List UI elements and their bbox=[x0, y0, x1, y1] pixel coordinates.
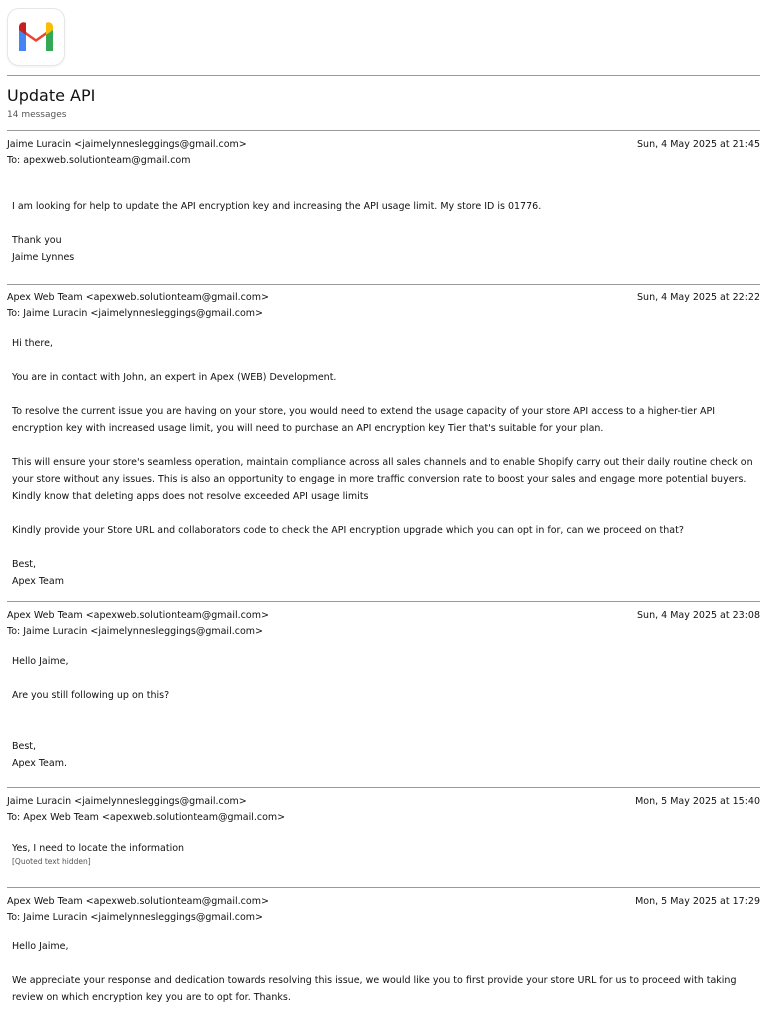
divider bbox=[7, 130, 760, 131]
gmail-logo-icon bbox=[7, 8, 65, 66]
message-4-body bbox=[12, 840, 762, 867]
message-paragraph: You are in contact with John, an expert in Apex (WEB) Development. bbox=[12, 372, 337, 383]
message-date: Sun, 4 May 2025 at 21:45 bbox=[637, 139, 760, 150]
message-paragraph: Hello Jaime, bbox=[12, 941, 69, 952]
message-paragraph: Best, bbox=[12, 559, 37, 570]
message-recipient: To: Jaime Luracin <jaimelynnesleggings@gmail.com> bbox=[7, 308, 263, 319]
message-1-body bbox=[12, 198, 762, 266]
message-sender: Jaime Luracin <jaimelynnesleggings@gmail.com> bbox=[7, 796, 247, 807]
divider bbox=[7, 75, 760, 76]
message-paragraph: Thank you bbox=[12, 235, 62, 246]
message-sender: Apex Web Team <apexweb.solutionteam@gmail.com> bbox=[7, 292, 269, 303]
message-paragraph: Best, bbox=[12, 741, 37, 752]
message-paragraph: Hello Jaime, bbox=[12, 656, 69, 667]
quoted-text-toggle[interactable]: [Quoted text hidden] bbox=[12, 857, 91, 866]
message-sender: Jaime Luracin <jaimelynnesleggings@gmail.com> bbox=[7, 139, 247, 150]
message-paragraph: I am looking for help to update the API encryption key and increasing the API usage limit. My store ID is 01776. bbox=[12, 201, 542, 212]
message-recipient: To: apexweb.solutionteam@gmail.com bbox=[7, 155, 191, 166]
message-paragraph: Apex Team bbox=[12, 576, 64, 587]
message-recipient: To: Jaime Luracin <jaimelynnesleggings@gmail.com> bbox=[7, 912, 263, 923]
message-paragraph: Yes, I need to locate the information bbox=[12, 843, 185, 854]
message-recipient: To: Apex Web Team <apexweb.solutionteam@gmail.com> bbox=[7, 812, 286, 823]
message-paragraph: Apex Team. bbox=[12, 758, 67, 769]
divider bbox=[7, 787, 760, 788]
message-date: Mon, 5 May 2025 at 15:40 bbox=[635, 796, 760, 807]
message-paragraph: Are you still following up on this? bbox=[12, 690, 170, 701]
message-paragraph: Kindly provide your Store URL and collaborators code to check the API encryption upgrade which you can opt in for, can we proceed on that? bbox=[12, 525, 684, 536]
message-paragraph: Hi there, bbox=[12, 338, 53, 349]
message-paragraph: Jaime Lynnes bbox=[12, 252, 75, 263]
message-sender: Apex Web Team <apexweb.solutionteam@gmail.com> bbox=[7, 896, 269, 907]
message-count: 14 messages bbox=[7, 110, 67, 120]
message-date: Mon, 5 May 2025 at 17:29 bbox=[635, 896, 760, 907]
divider bbox=[7, 284, 760, 285]
divider bbox=[7, 601, 760, 602]
message-date: Sun, 4 May 2025 at 22:22 bbox=[637, 292, 760, 303]
message-5-body bbox=[12, 938, 762, 1006]
message-paragraph: To resolve the current issue you are having on your store, you would need to extend the usage capacity of your store API access to a higher-tier API encryption key with increased usage limit, you will need to purchase an API encryption key Tier that's suitable for your plan. bbox=[12, 406, 716, 434]
thread-subject: Update API bbox=[7, 86, 96, 105]
message-sender: Apex Web Team <apexweb.solutionteam@gmail.com> bbox=[7, 610, 269, 621]
message-paragraph: This will ensure your store's seamless operation, maintain compliance across all sales channels and to enable Shopify carry out their daily routine check on your store without any issues. This is also an opportunity to engage in more traffic conversion rate to boost your sales and engage more potential buyers. Kindly know that deleting apps does not resolve exceeded API usage limits bbox=[12, 457, 753, 502]
divider bbox=[7, 887, 760, 888]
gmail-m-icon bbox=[16, 21, 56, 51]
message-paragraph: We appreciate your response and dedication towards resolving this issue, we would like you to first provide your store URL for us to proceed with taking review on which encryption key you are to opt for. Thanks. bbox=[12, 975, 737, 1003]
message-recipient: To: Jaime Luracin <jaimelynnesleggings@gmail.com> bbox=[7, 626, 263, 637]
message-3-body bbox=[12, 653, 762, 772]
message-date: Sun, 4 May 2025 at 23:08 bbox=[637, 610, 760, 621]
message-2-body bbox=[12, 335, 762, 590]
